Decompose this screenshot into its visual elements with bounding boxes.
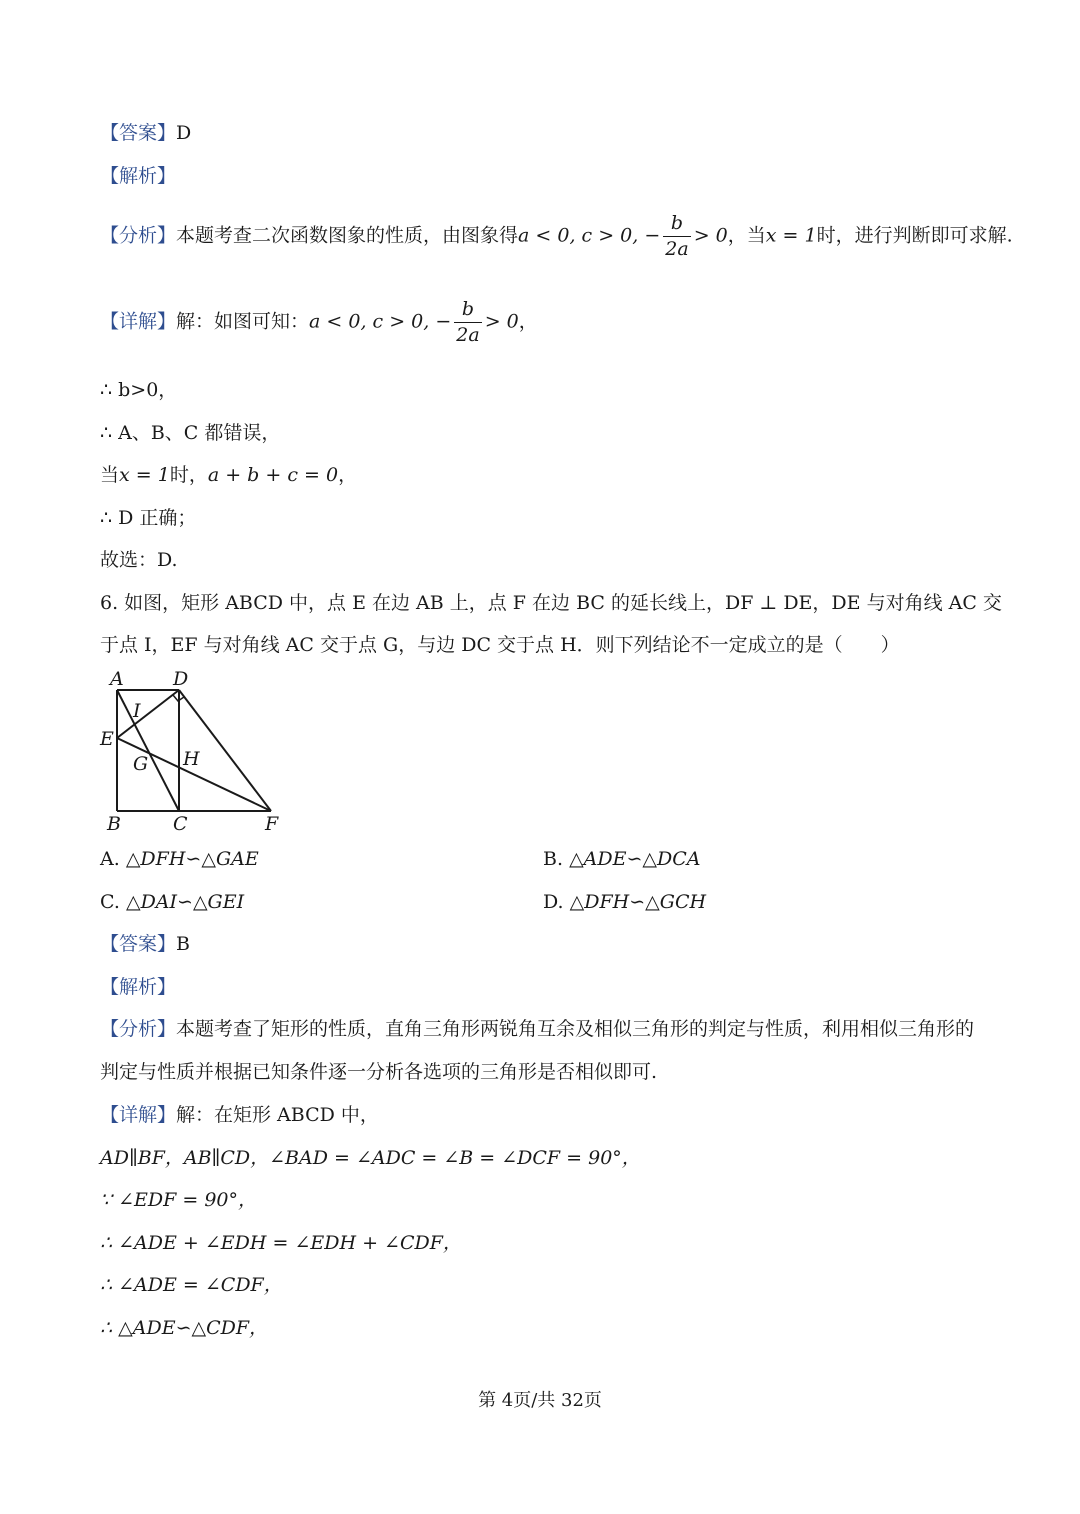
fenxi-text: 本题考查二次函数图象的性质，由图象得 xyxy=(176,224,519,247)
q5-step: ∴ b>0， xyxy=(100,379,178,401)
segment-ed xyxy=(117,690,179,738)
q6-fenxi-line xyxy=(100,1020,974,1039)
answer-value: B xyxy=(176,933,190,955)
option-letter: B. xyxy=(543,848,564,870)
xiangjie-math: a < 0, c > 0, − xyxy=(309,310,452,333)
answer-label: 【答案】 xyxy=(100,122,177,144)
fenxi-text: ，当 xyxy=(727,224,766,247)
q5-step: ∴ A、B、C 都错误， xyxy=(100,422,281,444)
step-math: a + b + c = 0 xyxy=(207,464,339,486)
page-footer: 第 4页/共 32页 xyxy=(478,1390,602,1411)
label-c: C xyxy=(173,813,188,835)
diagonal-ac xyxy=(117,690,179,811)
label-i: I xyxy=(133,700,141,722)
label-b: B xyxy=(107,813,121,835)
step-text: 当 xyxy=(100,464,120,486)
answer-value: D xyxy=(176,122,192,144)
q6-xiangjie-line xyxy=(100,1106,379,1125)
option-text: △ADE∽△DCA xyxy=(569,848,701,870)
fraction-b-over-2a xyxy=(454,300,481,345)
q5-answer-line xyxy=(100,124,191,143)
fenxi-label: 【分析】 xyxy=(100,1018,177,1040)
xiangjie-label: 【详解】 xyxy=(100,1104,177,1126)
xiangjie-text: 解：在矩形 ABCD 中， xyxy=(176,1104,379,1126)
fenxi-math: x = 1 xyxy=(765,224,817,247)
label-d: D xyxy=(173,668,189,690)
fraction-denominator: 2a xyxy=(456,324,480,346)
q6-fenxi-line: 判定与性质并根据已知条件逐一分析各选项的三角形是否相似即可. xyxy=(100,1061,658,1083)
option-text: △DFH∽△GAE xyxy=(125,848,259,870)
option-d xyxy=(543,893,706,912)
xiangjie-text: 解：如图可知： xyxy=(176,310,310,333)
q6-answer-line xyxy=(100,935,190,954)
xiangjie-math: > 0 xyxy=(484,310,519,333)
fenxi-math: a < 0, c > 0, − xyxy=(518,224,661,247)
geometry-figure xyxy=(95,668,295,838)
xiangjie-label: 【详解】 xyxy=(100,310,177,333)
label-h: H xyxy=(183,748,200,770)
fraction-numerator: b xyxy=(670,212,684,234)
label-f: F xyxy=(265,813,279,835)
fenxi-text: 本题考查了矩形的性质，直角三角形两锐角互余及相似三角形的判定与性质，利用相似三角形的 xyxy=(176,1018,975,1040)
option-text: △DAI∽△GEI xyxy=(125,891,245,913)
label-e: E xyxy=(100,728,114,750)
xiangjie-text: ， xyxy=(518,310,538,333)
q6-step: ∴ ∠ADE = ∠CDF， xyxy=(100,1274,283,1296)
q6-stem-line: 于点 I，EF 与对角线 AC 交于点 G，与边 DC 交于点 H．则下列结论不一定成立的是（ ） xyxy=(100,634,900,656)
option-c xyxy=(100,893,244,912)
step-text: 时， xyxy=(169,464,208,486)
option-b xyxy=(543,850,701,869)
q6-step: ∴ ∠ADE + ∠EDH = ∠EDH + ∠CDF， xyxy=(100,1232,462,1254)
q6-analysis-label: 【解析】 xyxy=(100,976,177,998)
fraction-denominator: 2a xyxy=(665,238,689,260)
step-math: x = 1 xyxy=(119,464,170,486)
q5-fenxi-line xyxy=(100,214,1013,259)
q5-step: ∴ D 正确； xyxy=(100,507,197,529)
label-a: A xyxy=(110,668,124,690)
fraction-numerator: b xyxy=(461,298,475,320)
label-g: G xyxy=(133,753,149,775)
q5-analysis-label: 【解析】 xyxy=(100,165,177,187)
q5-step xyxy=(100,466,357,485)
option-letter: D. xyxy=(543,891,564,913)
q6-step: ∴ △ADE∽△CDF， xyxy=(100,1317,269,1339)
answer-label: 【答案】 xyxy=(100,933,177,955)
q5-xiangjie-line xyxy=(100,300,538,345)
fraction-b-over-2a xyxy=(663,214,690,259)
step-text: ， xyxy=(338,464,358,486)
fenxi-label: 【分析】 xyxy=(100,224,177,247)
option-text: △DFH∽△GCH xyxy=(569,891,707,913)
fenxi-text: 时，进行判断即可求解. xyxy=(816,224,1013,247)
q6-step: ∵ ∠EDF = 90°， xyxy=(100,1189,258,1211)
option-letter: A. xyxy=(100,848,120,870)
option-a xyxy=(100,850,259,869)
option-letter: C. xyxy=(100,891,120,913)
q5-step: 故选：D. xyxy=(100,549,178,571)
fenxi-math: > 0 xyxy=(693,224,728,247)
q6-step: AD∥BF，AB∥CD，∠BAD = ∠ADC = ∠B = ∠DCF = 90°， xyxy=(100,1147,641,1169)
q6-stem-line: 6. 如图，矩形 ABCD 中，点 E 在边 AB 上，点 F 在边 BC 的延长线上，DF ⊥ DE，DE 与对角线 AC 交 xyxy=(100,592,1002,614)
